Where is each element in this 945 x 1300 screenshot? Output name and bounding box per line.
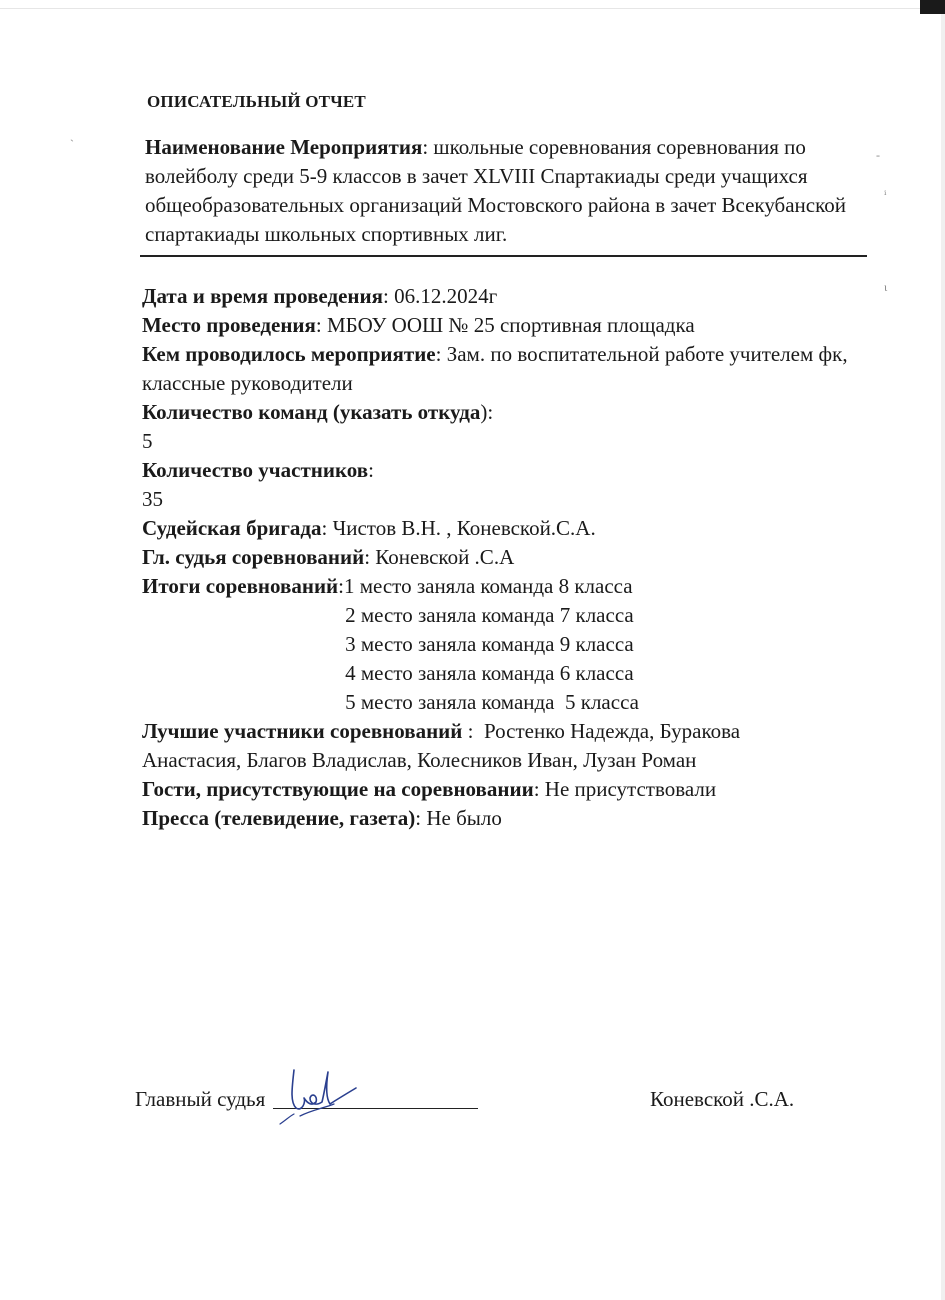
results-list	[338, 572, 639, 717]
organizer-label: Кем проводилось мероприятие	[142, 342, 436, 366]
handwritten-signature	[272, 1058, 362, 1128]
teams-label: Количество команд (указать откуда	[142, 400, 481, 424]
scan-right-edge	[941, 14, 945, 1300]
press-row	[142, 804, 862, 833]
participants-value: 35	[142, 487, 163, 511]
report-details	[142, 282, 862, 833]
date-value: : 06.12.2024г	[382, 284, 498, 308]
place-label: Место проведения	[142, 313, 316, 337]
organizer-value: : Зам. по воспитательной работе учителем фк, классные руководители	[142, 342, 848, 395]
best-participants-label: Лучшие участники соревнований	[142, 719, 463, 743]
place-value: : МБОУ ООШ № 25 спортивная площадка	[315, 313, 695, 337]
chief-judge-row	[142, 543, 862, 572]
place-row	[142, 311, 862, 340]
participants-row	[142, 456, 862, 485]
result-place: 5 место заняла команда 5 класса	[345, 690, 639, 714]
result-place: 3 место заняла команда 9 класса	[345, 632, 634, 656]
scan-speck: ɩ	[884, 280, 888, 294]
scan-speck: ˎ	[70, 128, 74, 142]
press-label: Пресса (телевидение, газета)	[142, 806, 416, 830]
best-participants-row	[142, 717, 782, 775]
date-label: Дата и время проведения	[142, 284, 383, 308]
teams-value: 5	[142, 429, 153, 453]
signature-name: Коневской .С.А.	[650, 1087, 795, 1111]
judges-row	[142, 514, 862, 543]
result-place: 2 место заняла команда 7 класса	[345, 603, 634, 627]
report-title: ОПИСАТЕЛЬНЫЙ ОТЧЕТ	[147, 92, 366, 111]
scan-corner-mark	[920, 0, 945, 14]
judges-value: : Чистов В.Н. , Коневской.С.А.	[321, 516, 596, 540]
result-place: 4 место заняла команда 6 класса	[345, 661, 634, 685]
event-name-block	[145, 133, 855, 249]
event-name-text: : школьные соревнования соревнования по волейболу среди 5-9 классов в зачет XLVIII Спартакиады среди учащихся общеобразовательных организаций Мостовского района в зачет Всекубанской спартакиады школьных спортивных лиг.	[145, 135, 846, 246]
participants-suffix: :	[368, 458, 374, 482]
best-participants-value: : Ростенко Надежда, Буракова Анастасия, Благов Владислав, Колесников Иван, Лузан Роман	[142, 719, 746, 772]
results-row	[142, 572, 862, 717]
guests-row	[142, 775, 862, 804]
event-name-label: Наименование Мероприятия	[145, 135, 423, 159]
scan-edge-line	[0, 8, 945, 9]
teams-suffix: ):	[480, 400, 494, 424]
press-value: : Не было	[415, 806, 502, 830]
date-row	[142, 282, 862, 311]
teams-row	[142, 398, 862, 427]
chief-judge-value: : Коневской .С.А	[364, 545, 515, 569]
chief-judge-label: Гл. судья соревнований	[142, 545, 365, 569]
judges-label: Судейская бригада	[142, 516, 322, 540]
guests-value: : Не присутствовали	[533, 777, 717, 801]
header-divider	[140, 255, 867, 257]
organizer-row	[142, 340, 862, 398]
results-label: Итоги соревнований	[142, 574, 339, 598]
scan-speck: -	[876, 148, 880, 162]
scan-speck: ⁱ	[884, 188, 887, 202]
result-place: :1 место заняла команда 8 класса	[338, 574, 633, 598]
participants-label: Количество участников	[142, 458, 369, 482]
guests-label: Гости, присутствующие на соревновании	[142, 777, 534, 801]
signature-role: Главный судья	[135, 1087, 266, 1111]
